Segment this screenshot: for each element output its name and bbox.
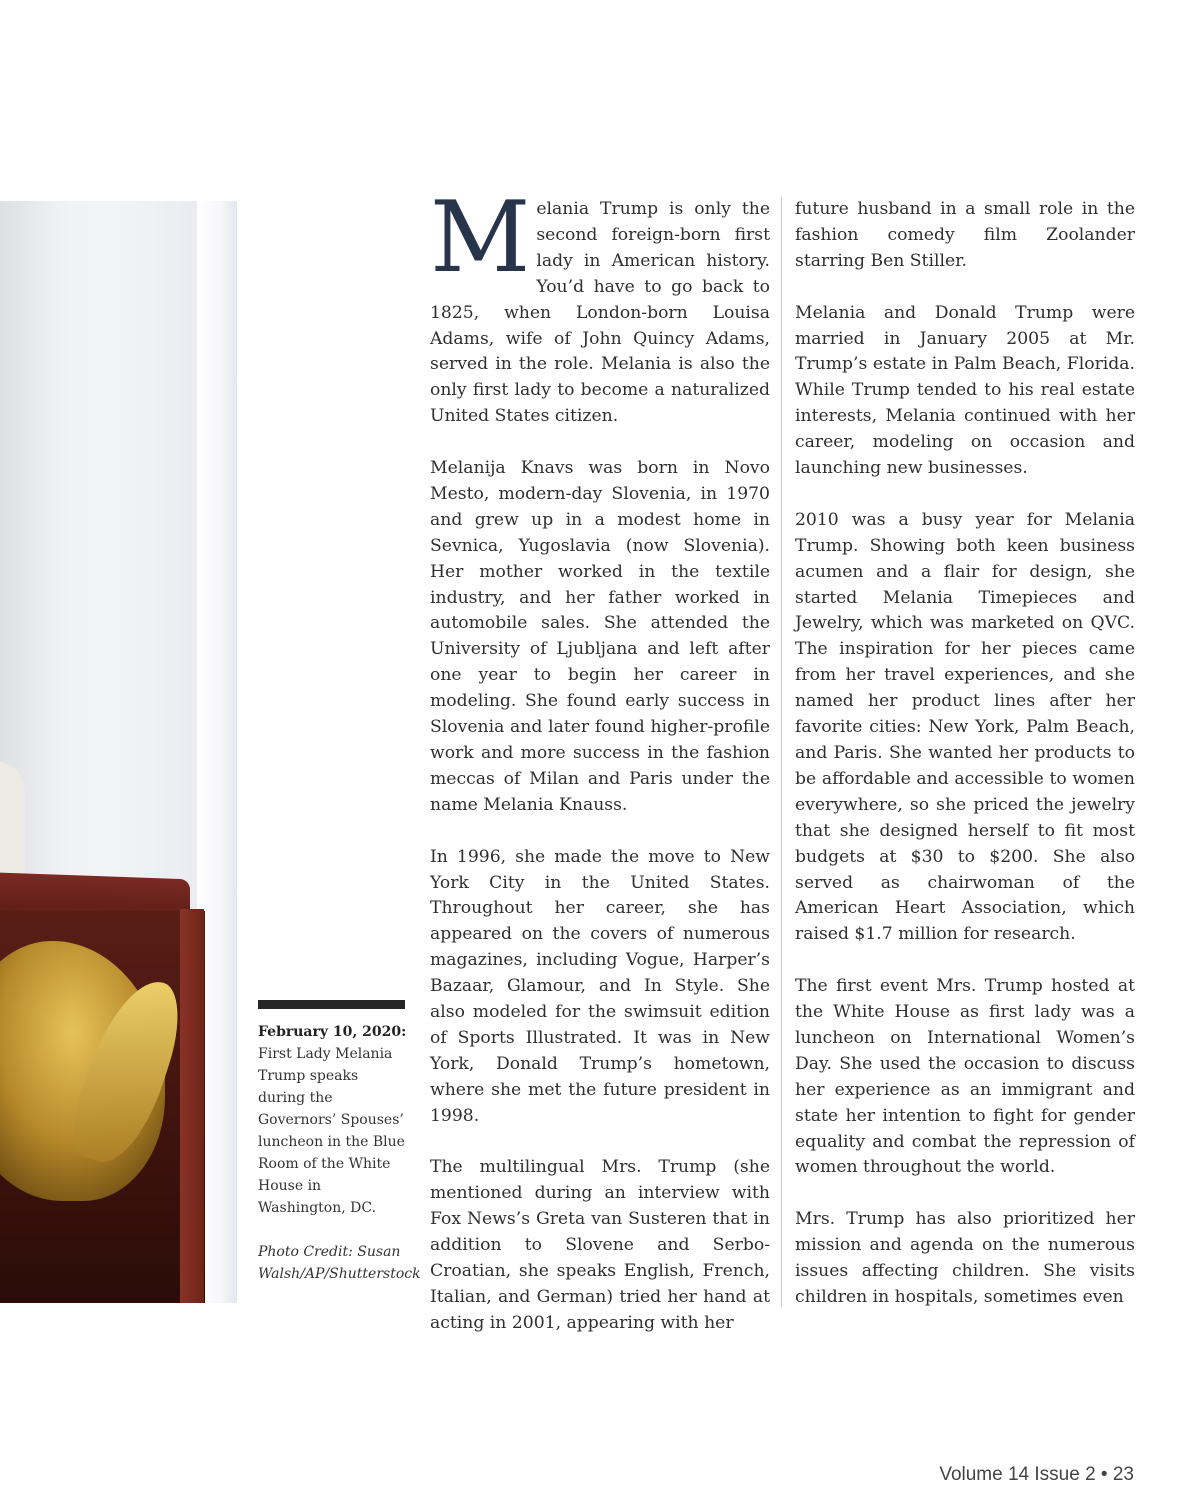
page-folio: Volume 14 Issue 2 • 23 <box>939 1464 1134 1485</box>
paragraph: The multilingual Mrs. Trump (she mentioned during an interview with Fox News’s Greta van Susteren that in addition to Slovene and Serbo-Croatian, she speaks English, French, Italian, and German) tried her hand at acting in 2001, appearing with her <box>430 1157 770 1333</box>
drop-cap: M <box>430 181 531 295</box>
caption-text: First Lady Melania Trump speaks during the Governors’ Spouses’ luncheon in the Blue Room of the White House in Washington, DC. <box>258 1046 405 1216</box>
paragraph: In 1996, she made the move to New York City in the United States. Throughout her career, she has appeared on the covers of numerous magazines, including Vogue, Harper’s Bazaar, Glamour, and In Style. She also modeled for the swimsuit edition of Sports Illustrated. It was in New York, Donald Trump’s hometown, where she met the future president in 1998. <box>430 846 770 1126</box>
article-photo <box>0 201 237 1303</box>
photo-caption <box>258 1021 421 1285</box>
article-column-1 <box>430 181 770 1363</box>
article-column-2 <box>795 197 1135 1337</box>
paragraph: Melanija Knavs was born in Novo Mesto, modern-day Slovenia, in 1970 and grew up in a modest home in Sevnica, Yugoslavia (now Slovenia). Her mother worked in the textile industry, and her father worked in automobile sales. She attended the University of Ljubljana and left after one year to begin her career in modeling. She found early success in Slovenia and later found higher-profile work and more success in the fashion meccas of Milan and Paris under the name Melania Knauss. <box>430 458 770 815</box>
paragraph: Melania and Donald Trump were married in January 2005 at Mr. Trump’s estate in Palm Beach, Florida. While Trump tended to his real estate interests, Melania continued with her career, modeling on occasion and launching new businesses. <box>795 302 1135 479</box>
paragraph: 2010 was a busy year for Melania Trump. Showing both keen business acumen and a flair for design, she started Melania Timepieces and Jewelry, which was marketed on QVC. The inspiration for her pieces came from her travel experiences, and she named her product lines after her favorite cities: New York, Palm Beach, and Paris. She wanted her products to be affordable and accessible to women everywhere, so she priced the jewelry that she designed herself to fit most budgets at $30 to $200. She also served as chairwoman of the American Heart Association, which raised $1.7 million for research. <box>795 509 1135 945</box>
paragraph: future husband in a small role in the fashion comedy film Zoolander starring Ben Stiller. <box>795 199 1135 271</box>
photo-podium-edge <box>180 909 204 1303</box>
caption-body <box>258 1021 408 1219</box>
photo-credit: Photo Credit: Susan Walsh/AP/Shutterstock <box>258 1244 421 1282</box>
column-divider <box>781 197 782 1307</box>
caption-date: February 10, 2020: <box>258 1024 407 1040</box>
paragraph <box>430 181 770 430</box>
paragraph-text: elania Trump is only the second foreign-born first lady in American history. You’d have to go back to 1825, when London-born Louisa Adams, wife of John Quincy Adams, served in the role. Melania is also the only first lady to become a naturalized United States citizen. <box>430 199 770 427</box>
paragraph: The first event Mrs. Trump hosted at the White House as first lady was a luncheon on International Women’s Day. She used the occasion to discuss her experience as an immigrant and state her intention to fight for gender equality and combat the repression of women throughout the world. <box>795 976 1135 1178</box>
paragraph: Mrs. Trump has also prioritized her mission and agenda on the numerous issues affecting children. She visits children in hospitals, sometimes even <box>795 1209 1135 1307</box>
caption-rule <box>258 1000 405 1009</box>
